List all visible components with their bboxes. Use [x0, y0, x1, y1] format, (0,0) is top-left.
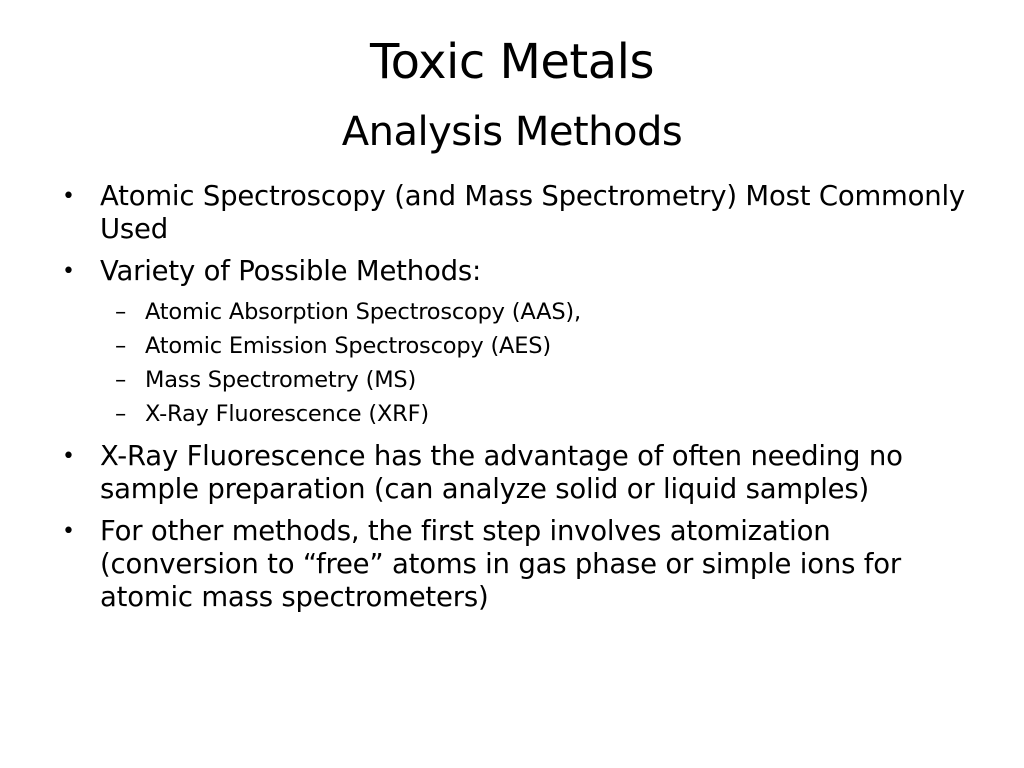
sub-bullet-item: [100, 363, 970, 397]
bullet-item: [60, 180, 970, 246]
sub-bullet-item: [100, 329, 970, 363]
bullet-text: Atomic Spectroscopy (and Mass Spectrometry) Most Commonly Used: [100, 180, 965, 245]
bullet-item: [60, 515, 970, 614]
sub-bullet-text: Mass Spectrometry (MS): [145, 367, 417, 393]
bullet-list: [60, 180, 970, 623]
bullet-marker: •: [62, 184, 75, 209]
sub-bullet-item: [100, 397, 970, 431]
sub-bullet-marker: –: [115, 299, 127, 325]
slide-title: Toxic Metals: [370, 34, 654, 90]
bullet-item: [60, 440, 970, 506]
sub-bullet-text: Atomic Emission Spectroscopy (AES): [145, 333, 551, 359]
sub-bullet-marker: –: [115, 333, 127, 359]
bullet-marker: •: [62, 519, 75, 544]
bullet-marker: •: [62, 444, 75, 469]
sub-bullet-text: Atomic Absorption Spectroscopy (AAS),: [145, 299, 581, 325]
bullet-marker: •: [62, 259, 75, 284]
slide-subtitle: Analysis Methods: [341, 109, 683, 155]
bullet-item: [60, 255, 970, 288]
sub-bullet-item: [100, 295, 970, 329]
bullet-text: X-Ray Fluorescence has the advantage of often needing no sample preparation (can analyze solid or liquid samples): [100, 440, 903, 505]
sub-bullet-marker: –: [115, 401, 127, 427]
sub-bullet-list: [100, 295, 970, 431]
sub-bullet-marker: –: [115, 367, 127, 393]
sub-bullet-text: X-Ray Fluorescence (XRF): [145, 401, 429, 427]
bullet-text: Variety of Possible Methods:: [100, 255, 482, 287]
bullet-text: For other methods, the first step involves atomization (conversion to “free” atoms in gas phase or simple ions for atomic mass spectrometers): [100, 515, 901, 613]
